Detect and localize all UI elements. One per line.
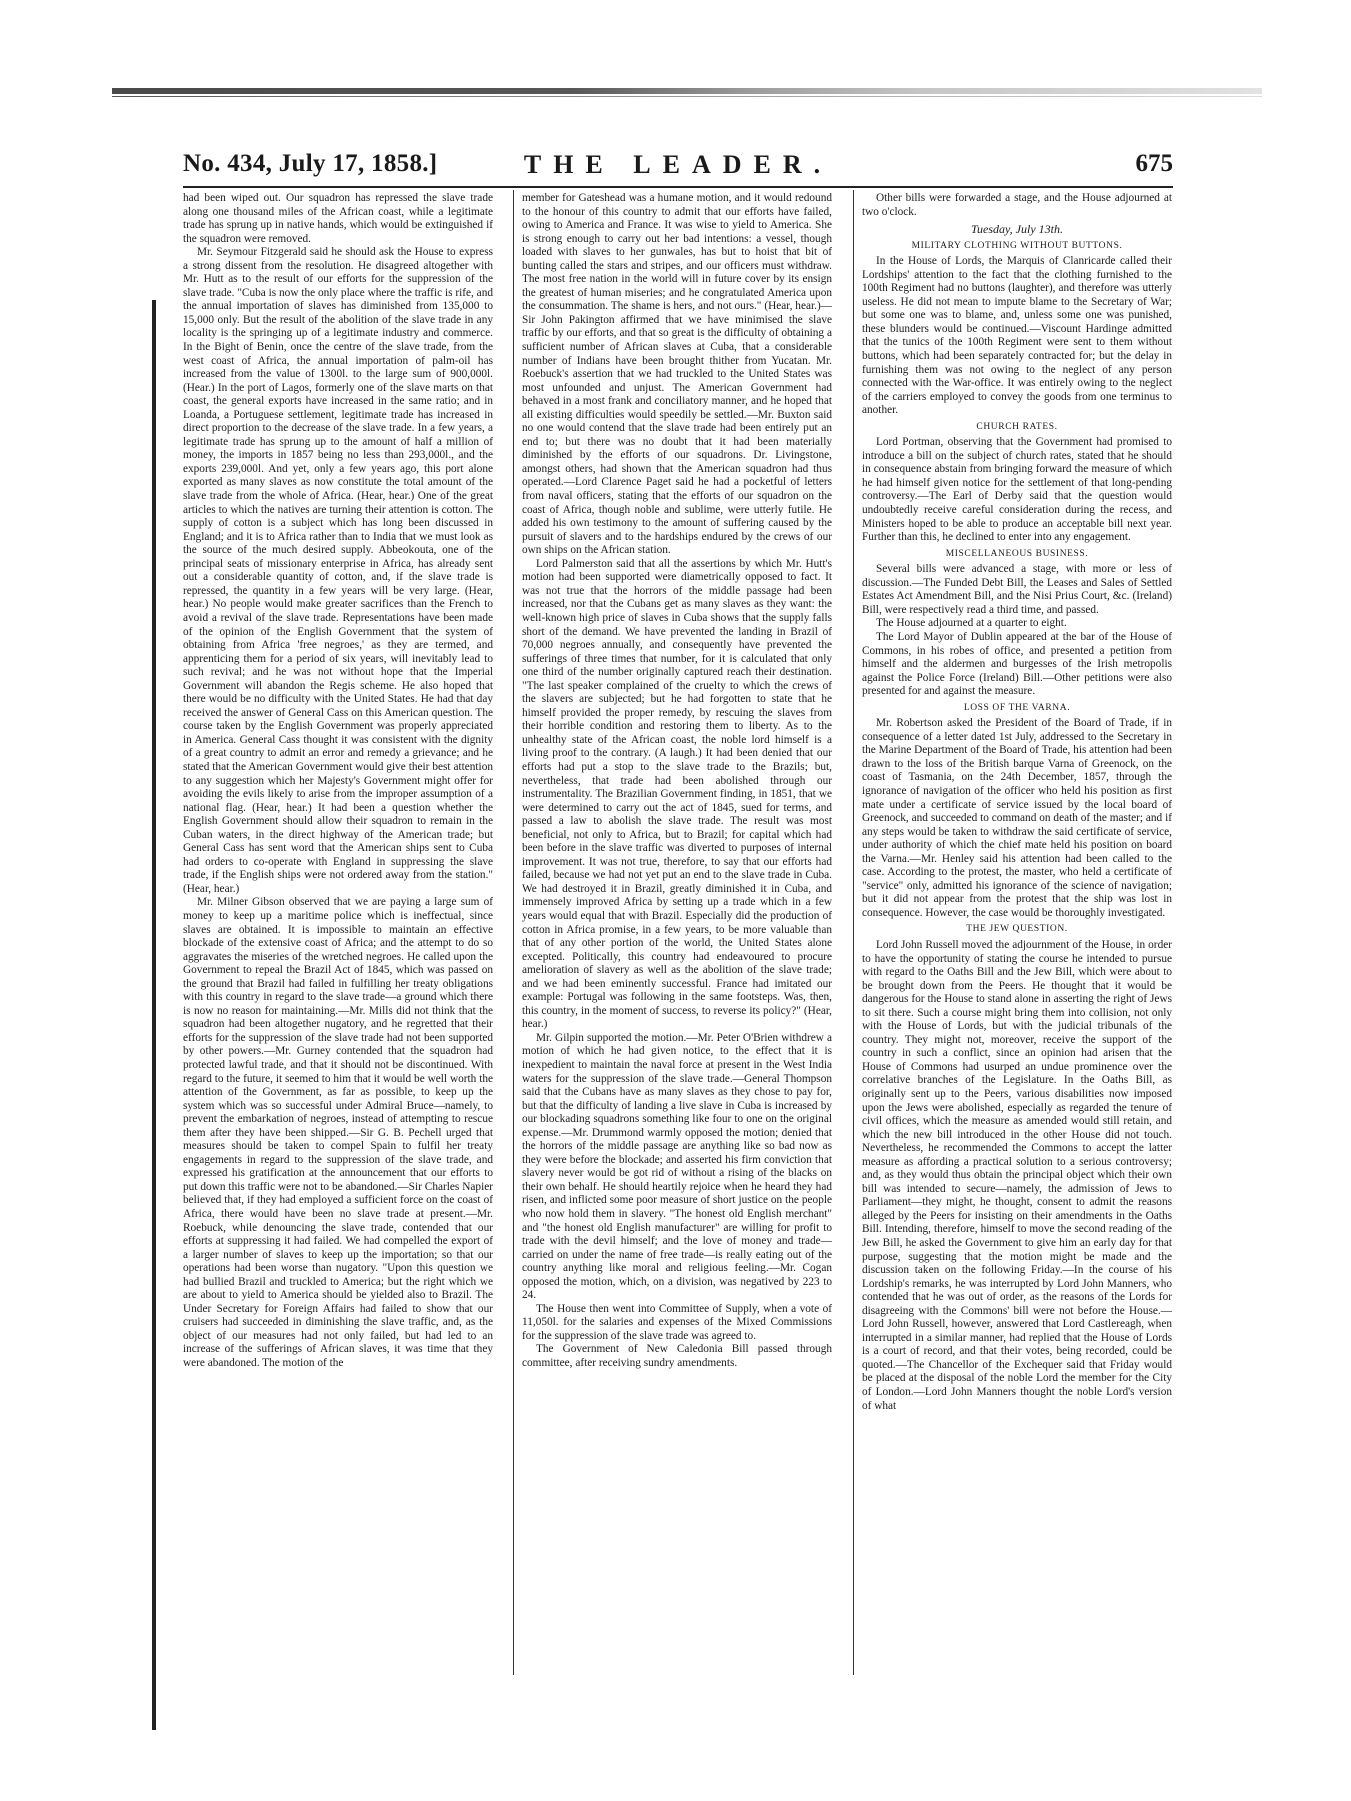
paragraph: Lord Portman, observing that the Government had promised to introduce a bill on the subject of church rates, stated that he should in consequence abstain from bringing forward the measure of which he had himself given notice for the settlement of that long-pending controversy.—The Earl of Derby said that the question would undoubtedly receive careful consideration during the recess, and Ministers hoped to be able to produce an acceptable bill next year. Further than this, he declined to enter into any engagement. [862,436,1172,544]
section-heading: THE JEW QUESTION. [966,924,1068,935]
paragraph: Mr. Gilpin supported the motion.—Mr. Peter O'Brien withdrew a motion of which he had given notice, to the effect that it is inexpedient to maintain the naval force at present in the West India waters for the suppression of the slave trade.—General Thompson said that the Cubans have as many slaves as they chose to pay for, but that the difficulty of landing a live slave in Cuba is increased by our blockading squadrons something like four to one on the original expense.—Mr. Drummond warmly opposed the motion; denied that the horrors of the middle passage are anything like so bad now as they were before the blockade; and asserted his firm conviction that slavery never would be got rid of without a rising of the blacks on their own behalf. He should heartily rejoice when he heard they had risen, and inflicted some poor measure of short justice on the people who now hold them in slavery. "The honest old English merchant" and "the honest old English manufacturer" are willing for profit to trade with the devil himself; and the love of money and trade—carried on under the name of free trade—is really eating out of the country anything like moral and religious feeling.—Mr. Cogan opposed the motion, which, on a division, was negatived by 223 to 24. [522,1031,832,1302]
column-3 [862,192,1172,1672]
paragraph: Mr. Robertson asked the President of the Board of Trade, if in consequence of a letter dated 1st July, addressed to the Secretary in the Marine Department of the Board of Trade, his attention had been drawn to the loss of the British barque Varna of Greenock, on the coast of Tasmania, on the 24th December, 1857, through the ignorance of navigation of the officer who held his position as first mate under a certificate of service issued by the local board of Greenock, and succeeded to command on death of the master; and if any steps would be taken to withdraw the said certificate of service, under authority of which the chief mate held his position on board the Varna.—Mr. Henley said his attention had been called to the case. According to the protest, the master, who held a certificate of "service" only, admitted his ignorance of the science of navigation; but it did not appear from the protest that the ship was lost in consequence. However, the case would be thoroughly investigated. [862,717,1172,919]
paragraph: Lord John Russell moved the adjournment of the House, in order to have the opportunity of stating the course he intended to pursue with regard to the Oaths Bill and the Jew Bill, which were about to be brought down from the Peers. He thought that it would be dangerous for the House to stand alone in asserting the right of Jews to sit there. Such a course might bring them into collision, not only with the House of Lords, but with the judicial tribunals of the country. They might not, moreover, receive the support of the country in such a conflict, since an opinion had arisen that the House of Commons had usurped an undue prominence over the correlative branches of the Legislature. In the Oaths Bill, as originally sent up to the Peers, various disabilities now imposed upon the Jews were abolished, especially as regarded the tenure of civil offices, which the measure as amended would still retain, and which the new bill introduced in the other House did not touch. Nevertheless, he recommended the Commons to accept the latter measure as affording a practical solution to a serious controversy; and, as they would thus obtain the principal object which their own bill was intended to secure—namely, the admission of Jews to Parliament—they might, he thought, consent to admit the reasons alleged by the Peers for insisting on their amendments in the Oaths Bill. Intending, therefore, himself to move the second reading of the Jew Bill, he asked the Government to give him an early day for that purpose, suggesting that the motion might be made and the discussion taken on the following Friday.—In the course of his Lordship's remarks, he was interrupted by Lord John Manners, who contended that he was out of order, as the reasons of the Lords for disagreeing with the Commons' bill were not before the House.—Lord John Russell, however, answered that Lord Castlereagh, when interrupted in a similar manner, had replied that the House of Lords is a court of record, and that their votes, being recorded, could be quoted.—The Chancellor of the Exchequer said that Friday would be placed at the disposal of the noble Lord the member for the City of London.—Lord John Manners thought the noble Lord's version of what [862,938,1172,1412]
page-number: 675 [1135,150,1173,177]
section-heading: MILITARY CLOTHING WITHOUT BUTTONS. [911,240,1123,251]
paragraph: The Lord Mayor of Dublin appeared at the bar of the House of Commons, in his robes of office, and presented a petition from himself and the aldermen and burgesses of the Irish metropolis against the Police Force (Ireland) Bill.—Other petitions were also presented for and against the measure. [862,630,1172,698]
paragraph: In the House of Lords, the Marquis of Clanricarde called their Lordships' attention to the fact that the clothing furnished to the 100th Regiment had no buttons (laughter), and therefore was utterly useless. He did not mean to impute blame to the Secretary of War; but some one was to blame, and, unless some one was punished, these blunders would be continued.—Viscount Hardinge admitted that the tunics of the 100th Regiment were sent to them without buttons, which had been separately contracted for; but the delay in furnishing them was not owing to the neglect of any person connected with the War-office. It was entirely owing to the neglect of the carriers employed to convey the goods from one terminus to another. [862,255,1172,417]
paragraph: Several bills were advanced a stage, with more or less of discussion.—The Funded Debt Bill, the Leases and Sales of Settled Estates Act Amendment Bill, and the Nisi Prius Court, &c. (Ireland) Bill, were respectively read a third time, and passed. [862,563,1172,616]
paragraph: The House adjourned at a quarter to eight. [876,617,1067,630]
paragraph: member for Gateshead was a humane motion, and it would redound to the honour of this country to admit that our efforts have failed, owing to America and France. It was wise to yield to America. She is strong enough to carry out her bad intentions: a vessel, though loaded with slaves to her gunwales, has but to hoist that bit of bunting called the stars and stripes, and our officers must withdraw. The most free nation in the world will in future cover by its ensign the greatest of human miseries; and he congratulated America upon the consummation. The shame is hers, and not ours." (Hear, hear.)—Sir John Pakington affirmed that we have minimised the slave traffic by our efforts, and that so great is the difficulty of obtaining a sufficient number of African slaves at Cuba, that a considerable number of Indians have been brought thither from Yucatan. Mr. Roebuck's assertion that we had truckled to the United States was most unfounded and unjust. The American Government had behaved in a most frank and conciliatory manner, and he hoped that all existing difficulties would speedily be settled.—Mr. Buxton said no one would contend that the slave trade had been entirely put an end to; but there was no doubt that it had been materially diminished by the efforts of our squadrons. Dr. Livingstone, amongst others, had shown that the American squadron had thus operated.—Lord Clarence Paget said he had a pocketful of letters from naval officers, stating that the efforts of our squadron on the coast of Africa, though noble and sublime, were utterly futile. He added his own testimony to the amount of suffering caused by the pursuit of slavers and to the hardships endured by the crews of our own ships on the African station. [522,192,832,557]
column-1 [183,192,493,1672]
paragraph: The House then went into Committee of Supply, when a vote of 11,050l. for the salaries and expenses of the Mixed Commissions for the suppression of the slave trade was agreed to. [522,1302,832,1342]
paragraph: Other bills were forwarded a stage, and the House adjourned at two o'clock. [862,192,1172,218]
paragraph: had been wiped out. Our squadron has repressed the slave trade along one thousand miles of the African coast, while a legitimate trade has sprung up in native hands, which would be extinguished if the squadron were removed. [183,192,493,245]
issue-line: No. 434, July 17, 1858.] [183,150,438,177]
section-heading: LOSS OF THE VARNA. [963,702,1071,713]
masthead-rule [183,186,1173,188]
dateline: Tuesday, July 13th. [971,222,1063,237]
paragraph: The Government of New Caledonia Bill passed through committee, after receiving sundry amendments. [522,1343,832,1370]
top-decorative-rule [112,88,1262,94]
column-2 [522,192,832,1672]
top-thin-rule [112,96,1262,97]
masthead [183,150,1173,186]
column-divider-2 [853,190,854,1675]
column-divider-1 [513,190,514,1675]
section-heading: MISCELLANEOUS BUSINESS. [945,548,1089,559]
section-heading: CHURCH RATES. [976,421,1058,432]
paragraph: Mr. Milner Gibson observed that we are paying a large sum of money to keep up a maritime police which is ineffectual, since slaves are obtained. It is impossible to maintain an effective blockade of the extensive coast of Africa; and the attempt to do so aggravates the miseries of the wretched negroes. He called upon the Government to repeal the Brazil Act of 1845, which was passed on the ground that Brazil had failed in fulfilling her treaty obligations with this country in regard to the slave trade—a ground which there is now no reason for maintaining.—Mr. Mills did not think that the squadron had been altogether nugatory, and he regretted that their efforts for the suppression of the slave trade had not been supported by other powers.—Mr. Gurney contended that the squadron had protected lawful trade, and that it should not be discontinued. With regard to the future, it seemed to him that it would be well worth the attention of the Government, as far as possible, to keep up the system which was so successful under Admiral Bruce—namely, to prevent the embarkation of negroes, instead of attempting to rescue them after they have been shipped.—Sir G. B. Pechell urged that measures should be taken to compel Spain to fulfil her treaty engagements in regard to the suppression of the slave trade, and expressed his gratification at the announcement that our efforts to put down this traffic were not to be abandoned.—Sir Charles Napier believed that, if they had employed a sufficient force on the coast of Africa, there would have been no slave trade at present.—Mr. Roebuck, while denouncing the slave trade, contended that our efforts at suppressing it had failed. We had compelled the export of a larger number of slaves to keep up the importation; so that our operations had been worse than nugatory. "Upon this question we had bullied Brazil and truckled to America; but the right which we are about to yield to America should be yielded also to Brazil. The Under Secretary for Foreign Affairs had failed to show that our cruisers had succeeded in diminishing the slave traffic, and, as the object of our measures had not only failed, but had led to an increase of the sufferings of African slaves, it was time that they were abandoned. The motion of the [183,896,493,1370]
publication-title: THE LEADER. [523,150,833,179]
paragraph: Lord Palmerston said that all the assertions by which Mr. Hutt's motion had been supported were diametrically opposed to fact. It was not true that the horrors of the middle passage had been increased, nor that the Cubans get as many slaves as they want: the well-known high price of slaves in Cuba shows that the supply falls short of the demand. We have prevented the landing in Brazil of 70,000 negroes annually, and consequently have prevented the sufferings of three times that number, for it is calculated that only one third of the number originally captured reach their destination. "The last speaker complained of the cruelty to which the crews of the slavers are subjected; but he had forgotten to state that he himself provided the proper remedy, by rescuing the slaves from their horrible condition and restoring them to liberty. As to the unhealthy state of the African coast, the noble lord himself is a living proof to the contrary. (A laugh.) It had been denied that our efforts had put a stop to the slave trade to the Brazils; but, nevertheless, that trade had been abolished through our instrumentality. The Brazilian Government finding, in 1851, that we were determined to carry out the act of 1845, sued for terms, and passed a law to abolish the slave trade. The result was most beneficial, not only to Africa, but to Brazil; for capital which had been before in the slave traffic was diverted to purposes of internal improvement. It was not true, therefore, to say that our efforts had failed, because we had not yet put an end to the slave trade in Cuba. We had destroyed it in Brazil, greatly diminished it in Cuba, and immensely improved Africa by setting up a trade which in a few years would equal that with Brazil. Especially did the production of cotton in Africa promise, in a few years, to be more valuable than that of any other portion of the world, the United States alone excepted. Politically, this country had endeavoured to procure amelioration of slavery as well as the abolition of the slave trade; and we had been eminently successful. France had imitated our example: Portugal was following in the same footsteps. Was, then, this country, in the moment of success, to reverse its policy?" (Hear, hear.) [522,557,832,1031]
paragraph: Mr. Seymour Fitzgerald said he should ask the House to express a strong dissent from the resolution. He disagreed altogether with Mr. Hutt as to the result of our efforts for the suppression of the slave trade. "Cuba is now the only place where the traffic is rife, and the annual importation of slaves has diminished from 135,000 to 15,000 only. But the result of the abolition of the slave trade in any locality is the springing up of a legitimate industry and commerce. In the Bight of Benin, once the centre of the slave trade, from the west coast of Africa, the annual importation of palm-oil has increased from the value of 1300l. to the large sum of 900,000l. (Hear.) In the port of Lagos, formerly one of the slave marts on that coast, the general exports have increased in the same ratio; and in Loanda, a Portuguese settlement, legitimate trade has increased in direct proportion to the decrease of the slave trade. In a few years, a legitimate trade has sprung up to the amount of half a million of money, the imports in 1857 being no less than 293,000l., and the exports 239,000l. And yet, only a few years ago, this port alone exported as many slaves as now constitute the total amount of the slave trade from the whole of Africa. (Hear, hear.) One of the great articles to which the natives are turning their attention is cotton. The supply of cotton is a subject which has long been discussed in England; and it is to Africa rather than to India that we must look as the source of the much desired supply. Abbeokouta, one of the principal seats of missionary enterprise in Africa, has already sent out a considerable quantity of cotton, and, if the slave trade is repressed, the quantity in a few years will be very large. (Hear, hear.) No people would make greater sacrifices than the French to avoid a revival of the slave trade. Representations have been made of the opinion of the English Government that the system of obtaining from Africa 'free negroes,' as they are termed, and apprenticing them for a period of six years, will inevitably lead to such revival; and he was not without hope that the Imperial Government will abandon the Regis scheme. He also hoped that there would be no difficulty with the United States. He had that day received the answer of General Cass on this American question. The course taken by the English Government was properly appreciated in America. General Cass thought it was consistent with the dignity of a great country to admit an error and remedy a grievance; and he stated that the American Government would give their best attention to any suggestion which her Majesty's Government might offer for avoiding the evils likely to arise from the improper assumption of a national flag. (Hear, hear.) It had been a question whether the English Government should allow their squadron to remain in the Cuban waters, in the direct highway of the American trade; but General Cass has sent word that the American ships sent to Cuba had orders to co-operate with England in suppressing the slave trade, if the English ships were not ordered away from the station." (Hear, hear.) [183,246,493,895]
binding-edge [152,300,156,1730]
